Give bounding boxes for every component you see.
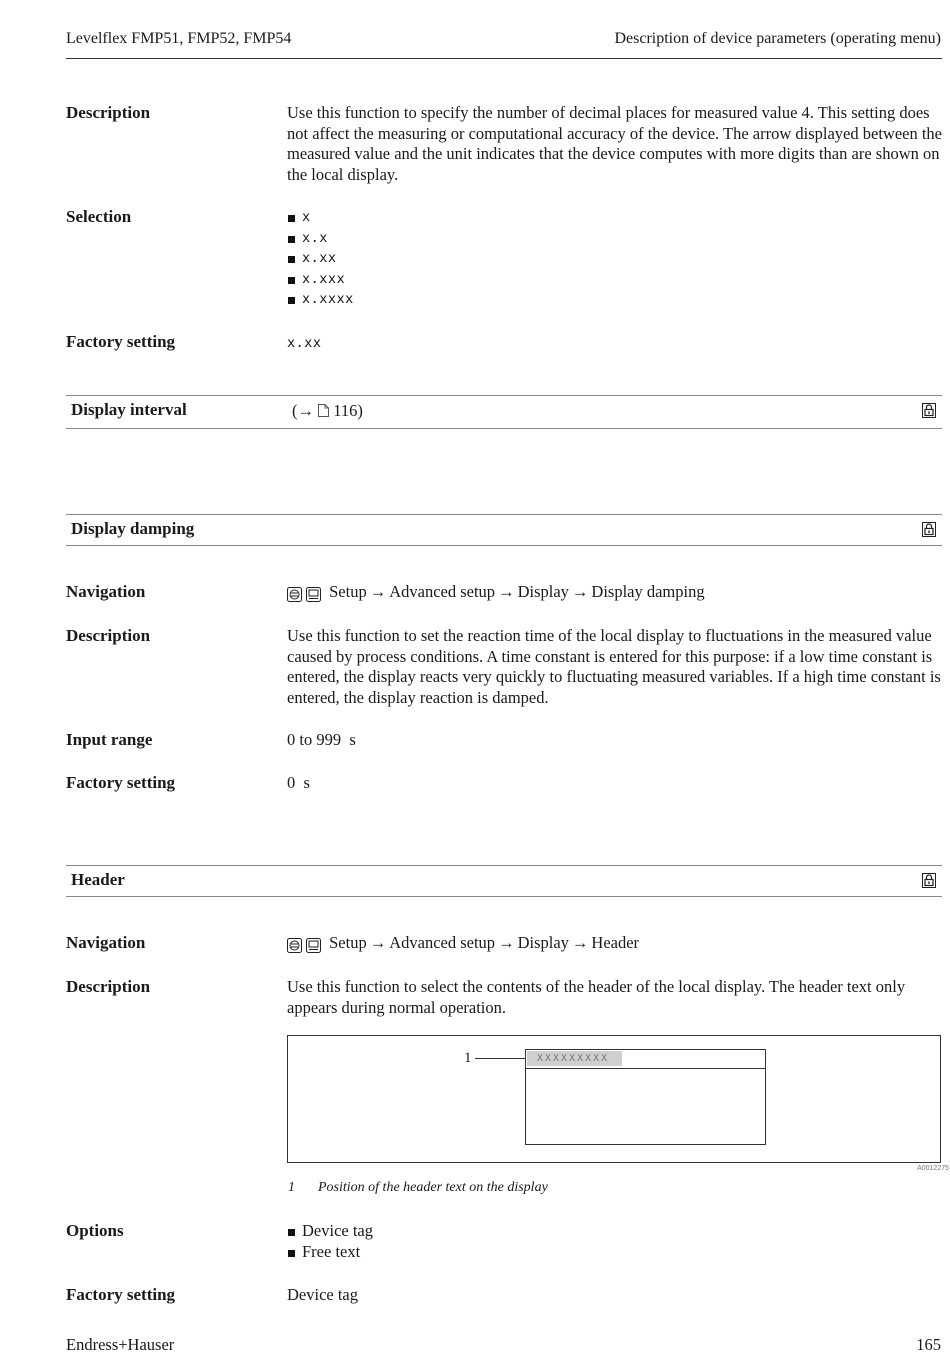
header-position-figure [287,1035,941,1163]
callout-line [475,1058,525,1059]
input-range-value: 0 to 999 s [287,730,356,749]
description-text: Use this function to specify the number of decimal places for measured value 4. This setting does not affect the measuring or computational accuracy of the device. The arrow displayed between the measured value and the unit indicates that the device computes with more digits than are shown on the local display. [287,103,942,184]
factory-setting-label: Factory setting [66,773,176,792]
section-title: Header [71,870,125,889]
navigation-label: Navigation [66,582,146,601]
nav-step[interactable]: Display [517,933,569,952]
footer-company: Endress+Hauser [66,1335,175,1354]
option-item: Free text [287,1242,942,1263]
callout-number: 1 [464,1050,472,1066]
reference-page: 116) [333,401,363,420]
selection-label: Selection [66,207,132,226]
factory-setting-value: x.xx [287,335,322,351]
section-display-damping [66,514,942,546]
options-list [287,1221,942,1262]
options-label: Options [66,1221,124,1240]
description-text: Use this function to select the contents of the header of the local display. The header text only appears during normal operation. [287,977,906,1017]
selection-item: x.x [287,228,942,249]
selection-item: x [287,207,942,228]
selection-item: x.xxx [287,269,942,290]
description-label: Description [66,977,151,996]
navigation-path [287,933,942,954]
page-icon [318,404,329,417]
local-display-graphic [525,1049,766,1145]
navigation-path [287,582,942,603]
display-icon [306,587,321,602]
arrow-icon: → [498,582,515,601]
selection-item: x.xxxx [287,289,942,310]
description-text: Use this function to set the reaction time of the local display to fluctuations in the measured value caused by process conditions. A time constant is entered for this purpose: if a low time constant is entered, the display reacts very quickly to fluctuating measured variables. If a high time constant is entered, the display reaction is damped. [287,626,941,707]
nav-step[interactable]: Header [591,933,640,952]
nav-step[interactable]: Advanced setup [389,582,496,601]
lock-icon [922,873,936,888]
figure-id: A0012275 [917,1165,949,1172]
nav-icons [287,934,321,955]
header-placeholder-text: XXXXXXXXX [527,1051,622,1066]
arrow-icon: → [369,933,387,952]
selection-list [287,207,942,310]
option-item: Device tag [287,1221,942,1242]
section-title: Display interval [71,400,187,419]
page-reference[interactable] [292,401,363,421]
navigation-label: Navigation [66,933,146,952]
description-label: Description [66,103,151,122]
operating-menu-icon [287,938,302,953]
arrow-icon: → [571,582,589,601]
nav-step[interactable]: Setup [329,582,367,601]
section-title: Display damping [71,519,195,538]
selection-item: x.xx [287,248,942,269]
display-icon [306,938,321,953]
section-display-interval [66,395,942,429]
figure-caption [288,1180,548,1196]
factory-setting-value: Device tag [287,1285,359,1304]
lock-icon [922,403,936,418]
nav-step[interactable]: Display [517,582,569,601]
factory-setting-label: Factory setting [66,1285,176,1304]
page-number: 165 [916,1335,941,1354]
nav-step[interactable]: Display damping [591,582,705,601]
operating-menu-icon [287,587,302,602]
nav-step[interactable]: Setup [329,933,367,952]
caption-text: Position of the header text on the display [318,1180,548,1195]
section-header [66,865,942,897]
caption-number: 1 [288,1180,295,1195]
nav-icons [287,583,321,604]
lock-icon [922,522,936,537]
factory-setting-value: 0 s [287,773,310,792]
factory-setting-label: Factory setting [66,332,176,351]
description-label: Description [66,626,151,645]
nav-step[interactable]: Advanced setup [389,933,496,952]
running-header-left: Levelflex FMP51, FMP52, FMP54 [66,30,292,47]
arrow-icon: → [571,933,589,952]
arrow-icon: → [369,582,387,601]
header-rule [66,58,942,59]
input-range-label: Input range [66,730,153,749]
running-header-right: Description of device parameters (operating menu) [614,30,941,47]
arrow-icon: → [498,933,515,952]
reference-open: (→ [292,401,319,420]
